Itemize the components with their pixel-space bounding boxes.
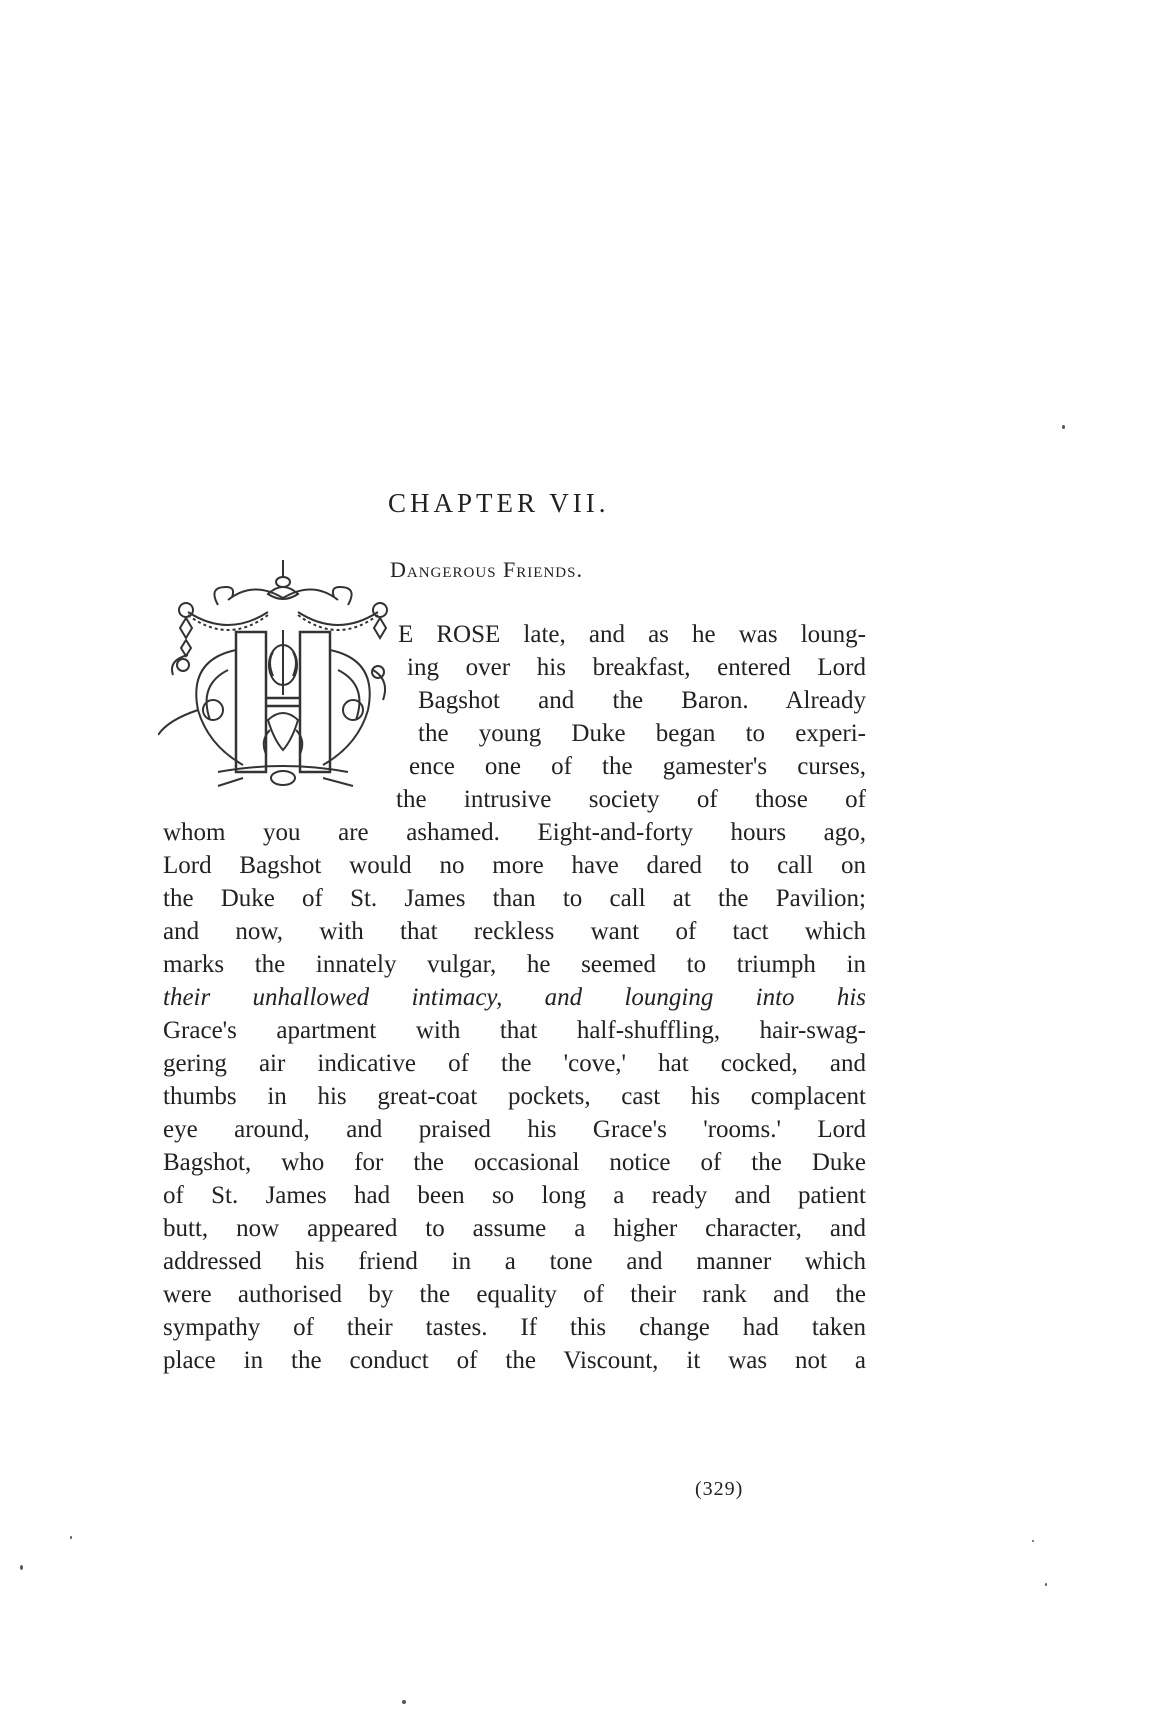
text-line: the Duke of St. James than to call at the Pavilion; xyxy=(163,885,866,912)
text-line: Bagshot, who for the occasional notice of the Duke xyxy=(163,1149,866,1176)
text-line: the intrusive society of those of xyxy=(396,786,866,813)
scan-speck xyxy=(70,1536,72,1539)
chapter-subtitle: Dangerous Friends. xyxy=(390,557,583,582)
scan-speck xyxy=(1062,425,1065,429)
page-number: (329) xyxy=(695,1478,744,1500)
text-line: Grace's apartment with that half-shuffling, hair-swag- xyxy=(163,1017,866,1044)
text-line: E ROSE late, and as he was loung- xyxy=(398,621,866,648)
text-line: place in the conduct of the Viscount, it was not a xyxy=(163,1347,866,1374)
text-line: gering air indicative of the 'cove,' hat cocked, and xyxy=(163,1050,866,1077)
text-line: marks the innately vulgar, he seemed to triumph in xyxy=(163,951,866,978)
scan-speck xyxy=(20,1565,23,1570)
text-line: eye around, and praised his Grace's 'rooms.' Lord xyxy=(163,1116,866,1143)
text-line: Lord Bagshot would no more have dared to call on xyxy=(163,852,866,879)
text-line: butt, now appeared to assume a higher character, and xyxy=(163,1215,866,1242)
text-line: whom you are ashamed. Eight-and-forty hours ago, xyxy=(163,819,866,846)
chapter-title: CHAPTER VII. xyxy=(388,488,610,518)
ornamental-dropcap-h-icon xyxy=(158,560,393,790)
scan-speck xyxy=(402,1700,406,1704)
text-line: of St. James had been so long a ready and patient xyxy=(163,1182,866,1209)
text-line: sympathy of their tastes. If this change had taken xyxy=(163,1314,866,1341)
text-line: ing over his breakfast, entered Lord xyxy=(407,654,866,681)
text-line: and now, with that reckless want of tact which xyxy=(163,918,866,945)
text-line: the young Duke began to experi- xyxy=(418,720,866,747)
text-line: their unhallowed intimacy, and lounging into his xyxy=(163,984,866,1011)
text-line: addressed his friend in a tone and manner which xyxy=(163,1248,866,1275)
text-line: ence one of the gamester's curses, xyxy=(409,753,866,780)
scan-speck xyxy=(1032,1540,1034,1542)
text-line: thumbs in his great-coat pockets, cast his complacent xyxy=(163,1083,866,1110)
text-line: were authorised by the equality of their rank and the xyxy=(163,1281,866,1308)
scan-speck xyxy=(1045,1583,1047,1586)
text-line: Bagshot and the Baron. Already xyxy=(418,687,866,714)
